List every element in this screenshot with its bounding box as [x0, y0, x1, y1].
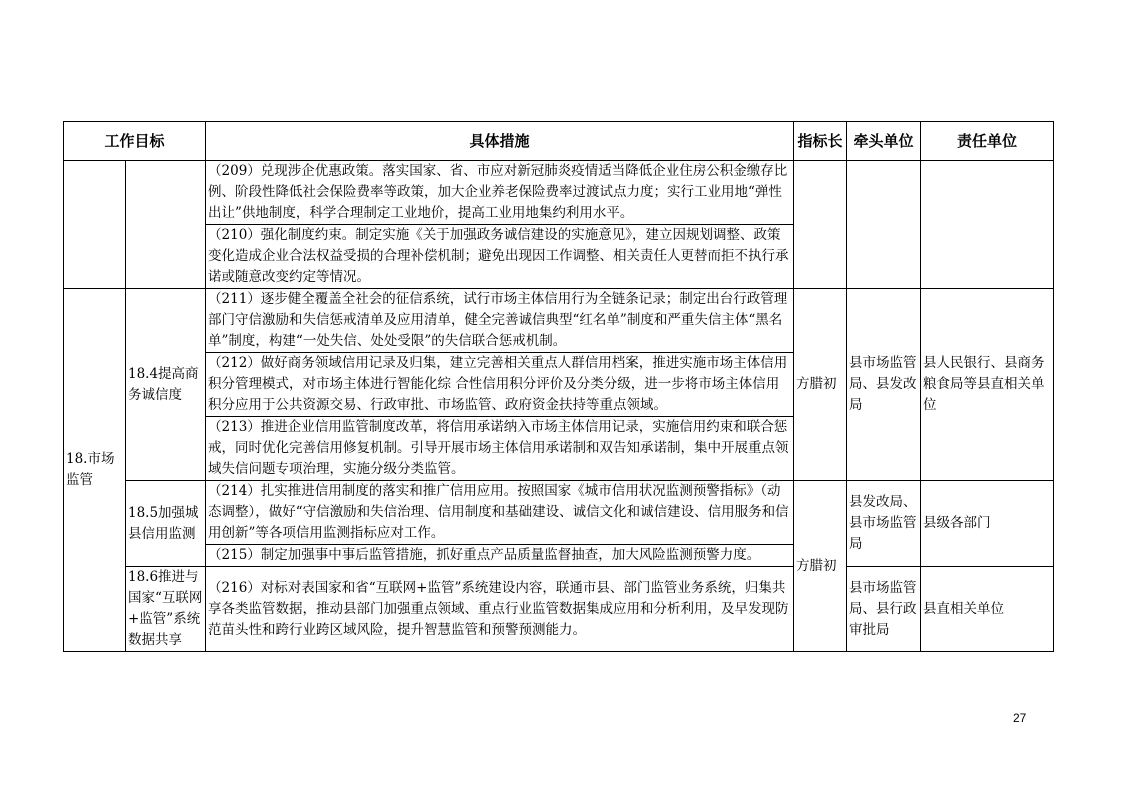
measure-214: （214）扎实推进信用制度的落实和推广信用应用。按照国家《城市信用状况监测预警指标》（动态调整），做好“守信激励和失信治理、信用制度和基础建设、诚信文化和诚信建设、信用服务和信用创新”等各项信用监测指标应对工作。: [206, 481, 794, 545]
subgoal-18-4: 18.4提高商务诚信度: [126, 289, 206, 481]
table-row: [64, 289, 1054, 353]
goal-18-market-supervision: 18.市场监管: [64, 289, 126, 652]
header-indicator-lead: 指标长: [794, 122, 847, 161]
lead-unit-18-6: 县市场监管局、县行政审批局: [847, 567, 921, 652]
responsible-unit-18-6: 县直相关单位: [921, 567, 1054, 652]
subgoal-18-5: 18.5加强城县信用监测: [126, 481, 206, 567]
work-plan-table: [63, 121, 1054, 652]
table-row: [64, 567, 1054, 652]
indicator-lead-cell-continued: [794, 161, 847, 289]
header-responsible-unit: 责任单位: [921, 122, 1054, 161]
responsible-unit-cell-continued: [921, 161, 1054, 289]
goal-cell-continued: [64, 161, 126, 289]
measure-211: （211）逐步健全覆盖全社会的征信系统，试行市场主体信用行为全链条记录；制定出台行政管理部门守信激励和失信惩戒清单及应用清单，健全完善诚信典型“红名单”制度和严重失信主体“黑名单”制度，构建“一处失信、处处受限”的失信联合惩戒机制。: [206, 289, 794, 353]
header-measures: 具体措施: [206, 122, 794, 161]
header-lead-unit: 牵头单位: [847, 122, 921, 161]
indicator-lead-18-4: 方腊初: [794, 289, 847, 481]
lead-unit-18-4: 县市场监管局、县发改局: [847, 289, 921, 481]
measure-209: （209）兑现涉企优惠政策。落实国家、省、市应对新冠肺炎疫情适当降低企业住房公积金缴存比例、阶段性降低社会保险费率等政策，加大企业养老保险费率过渡试点力度；实行工业用地“弹性出让”供地制度，科学合理制定工业地价，提高工业用地集约利用水平。: [206, 161, 794, 225]
table-header-row: [64, 122, 1054, 161]
responsible-unit-18-4: 县人民银行、县商务粮食局等县直相关单位: [921, 289, 1054, 481]
header-goal: 工作目标: [64, 122, 206, 161]
lead-unit-cell-continued: [847, 161, 921, 289]
subgoal-cell-continued: [126, 161, 206, 289]
page-number: 27: [1013, 711, 1027, 725]
indicator-lead-18-5: 方腊初: [794, 481, 847, 652]
measure-216: （216）对标对表国家和省“互联网+监管”系统建设内容，联通市县、部门监管业务系统，归集共享各类监管数据，推动县部门加强重点领域、重点行业监管数据集成应用和分析利用，及早发现防范苗头性和跨行业跨区域风险，提升智慧监管和预警预测能力。: [206, 567, 794, 652]
lead-unit-18-5: 县发改局、县市场监管局: [847, 481, 921, 567]
table-row: [64, 481, 1054, 545]
table-row: [64, 161, 1054, 225]
responsible-unit-18-5: 县级各部门: [921, 481, 1054, 567]
measure-212: （212）做好商务领域信用记录及归集，建立完善相关重点人群信用档案，推进实施市场主体信用积分管理模式，对市场主体进行智能化综 合性信用积分评价及分类分级，进一步将市场主体信用积分应用于公共资源交易、行政审批、市场监管、政府资金扶持等重点领域。: [206, 353, 794, 417]
subgoal-18-6: 18.6推进与国家“互联网+监管”系统数据共享: [126, 567, 206, 652]
measure-213: （213）推进企业信用监管制度改革，将信用承诺纳入市场主体信用记录，实施信用约束和联合惩戒，同时优化完善信用修复机制。引导开展市场主体信用承诺制和双告知承诺制，集中开展重点领域失信问题专项治理，实施分级分类监管。: [206, 417, 794, 481]
measure-210: （210）强化制度约束。制定实施《关于加强政务诚信建设的实施意见》，建立因规划调整、政策变化造成企业合法权益受损的合理补偿机制；避免出现因工作调整、相关责任人更替而拒不执行承诺或随意改变约定等情况。: [206, 225, 794, 289]
measure-215: （215）制定加强事中事后监管措施，抓好重点产品质量监督抽查，加大风险监测预警力度。: [206, 545, 794, 567]
